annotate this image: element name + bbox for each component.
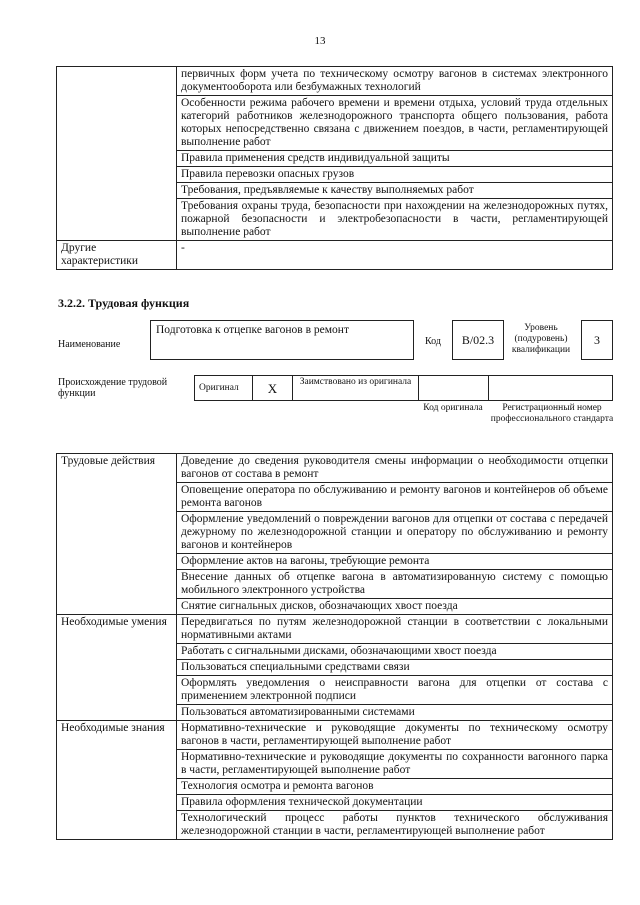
- section-title: 3.2.2. Трудовая функция: [58, 296, 190, 310]
- code-value-box: B/02.3: [452, 320, 504, 360]
- table-row: [57, 721, 613, 750]
- table-cell: Требования охраны труда, безопасности при нахождении на железнодорожных путях, пожарной безопасности и электробезопасности в части, регламентирующей выполнение работ: [177, 199, 613, 241]
- table-cell: Работать с сигнальными дисками, обозначающими хвост поезда: [177, 644, 613, 660]
- borrowed-cell: Заимствовано из оригинала: [293, 376, 419, 401]
- table-cell: Правила применения средств индивидуальной защиты: [177, 151, 613, 167]
- function-name-box: Подготовка к отцепке вагонов в ремонт: [150, 320, 414, 360]
- table-cell: Правила перевозки опасных грузов: [177, 167, 613, 183]
- table-cell: Пользоваться специальными средствами связи: [177, 660, 613, 676]
- table-row: [57, 454, 613, 483]
- table-cell: Внесение данных об отцепке вагона в автоматизированную систему с помощью мобильного электронного устройства: [177, 570, 613, 599]
- table-cell: Нормативно-технические и руководящие документы по техническому осмотру вагонов в части, регламентирующей выполнение работ: [177, 721, 613, 750]
- table-cell: первичных форм учета по техническому осмотру вагонов в системах электронного документооборота или безбумажных технологий: [177, 67, 613, 96]
- original-cell: Оригинал: [195, 376, 253, 401]
- labor-actions-label: Трудовые действия: [57, 454, 177, 615]
- origin-label: Происхождение трудовой функции: [58, 377, 168, 399]
- code-original-caption: Код оригинала: [423, 403, 483, 413]
- table-cell: Нормативно-технические и руководящие документы по сохранности вагонного парка в части, регламентирующей выполнение работ: [177, 750, 613, 779]
- table-cell: Доведение до сведения руководителя смены информации о необходимости отцепки вагонов от состава в ремонт: [177, 454, 613, 483]
- table-cell: Правила оформления технической документации: [177, 795, 613, 811]
- code-original-cell: [419, 376, 489, 401]
- other-characteristics-value: -: [177, 241, 613, 270]
- reg-number-caption: Регистрационный номер профессионального стандарта: [490, 403, 614, 424]
- skills-label: Необходимые умения: [57, 615, 177, 721]
- table-cell: Требования, предъявляемые к качеству выполняемых работ: [177, 183, 613, 199]
- top-knowledge-table: [56, 66, 613, 270]
- level-value-box: 3: [581, 320, 613, 360]
- code-label: Код: [425, 336, 441, 347]
- level-label: Уровень (подуровень) квалификации: [511, 323, 571, 355]
- reg-number-cell: [489, 376, 613, 401]
- knowledge-label: Необходимые знания: [57, 721, 177, 840]
- table-cell: Особенности режима рабочего времени и времени отдыха, условий труда отдельных категорий работников железнодорожного транспорта общего пользования, работа которых непосредственно связана с движением поездов, в части, регламентирующей выполнение работ: [177, 96, 613, 151]
- table-cell: Передвигаться по путям железнодорожной станции в соответствии с локальными нормативными актами: [177, 615, 613, 644]
- table-row: [57, 67, 613, 96]
- table-cell: Оформление уведомлений о повреждении вагонов для отцепки от состава с передачей дежурному по железнодорожной станции и оператору по обслуживанию и ремонту вагонов и контейнеров: [177, 512, 613, 554]
- origin-table: [194, 375, 613, 401]
- table-cell: Пользоваться автоматизированными системами: [177, 705, 613, 721]
- table-cell: Оформление актов на вагоны, требующие ремонта: [177, 554, 613, 570]
- name-label: Наименование: [58, 339, 121, 350]
- table-cell: Оформлять уведомления о неисправности вагона для отцепки от состава с применением электронной подписи: [177, 676, 613, 705]
- table-cell: Снятие сигнальных дисков, обозначающих хвост поезда: [177, 599, 613, 615]
- table-row: [195, 376, 613, 401]
- empty-label-cell: [57, 67, 177, 241]
- table-row: [57, 241, 613, 270]
- other-characteristics-label: Другие характеристики: [57, 241, 177, 270]
- table-cell: Технология осмотра и ремонта вагонов: [177, 779, 613, 795]
- table-row: [57, 615, 613, 644]
- original-mark: X: [253, 376, 293, 401]
- labor-function-table: [56, 453, 613, 840]
- page-number: 13: [314, 35, 326, 47]
- table-cell: Технологический процесс работы пунктов технического обслуживания железнодорожной станции в части, регламентирующей выполнение работ: [177, 811, 613, 840]
- table-cell: Оповещение оператора по обслуживанию и ремонту вагонов и контейнеров об объеме ремонта вагонов: [177, 483, 613, 512]
